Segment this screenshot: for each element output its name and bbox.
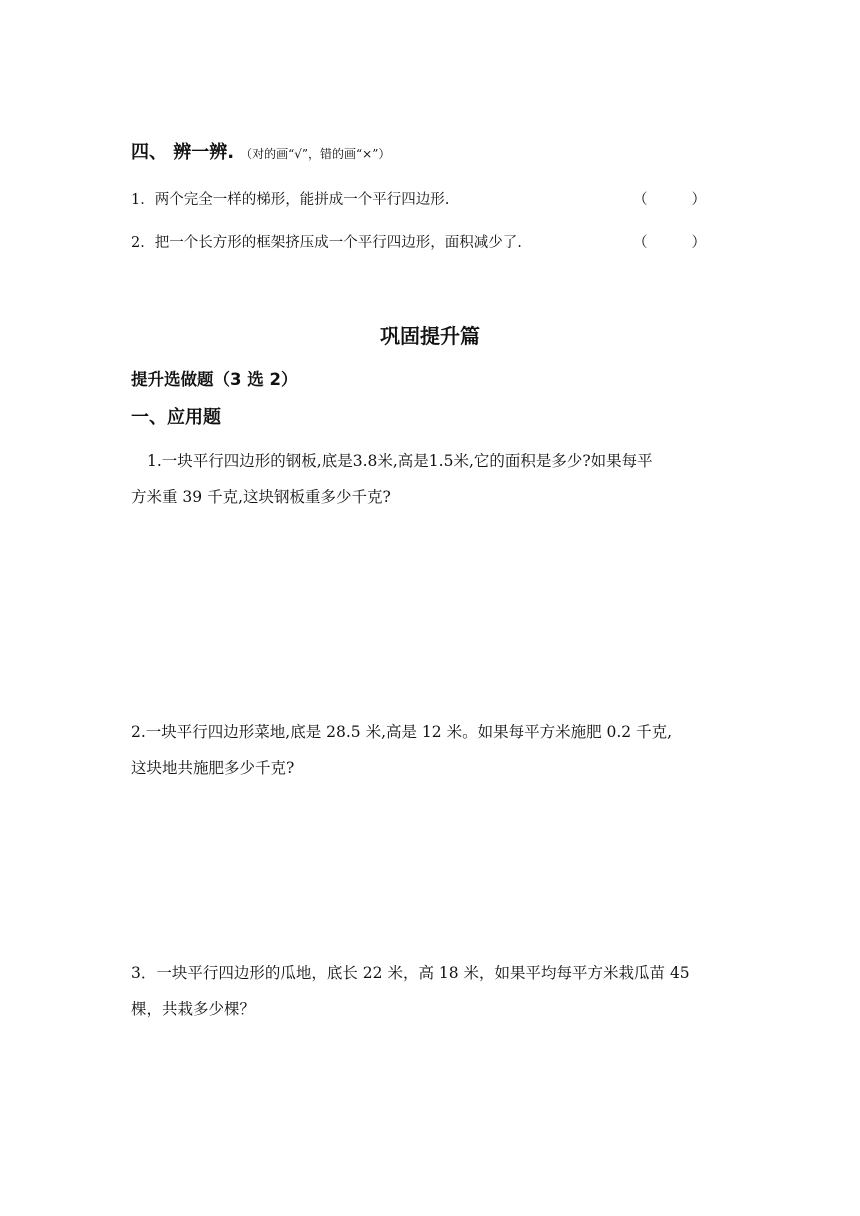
answer-bracket-close: ） (691, 192, 706, 208)
true-false-item-1: 1．两个完全一样的梯形，能拼成一个平行四边形. (131, 192, 450, 208)
application-section-heading: 一、应用题 (131, 407, 221, 428)
answer-bracket-open: （ (633, 192, 648, 208)
optional-questions-heading: 提升选做题（3 选 2） (131, 370, 298, 389)
problem-1-line-2: 方米重 39 千克,这块钢板重多少千克? (131, 488, 391, 506)
problem-1 (131, 443, 741, 515)
problem-2-line-2: 这块地共施肥多少千克? (131, 759, 295, 777)
problem-2-line-1: 2.一块平行四边形菜地,底是 28.5 米,高是 12 米。如果每平方米施肥 0.2 千克, (131, 723, 673, 741)
answer-bracket-open: （ (633, 235, 648, 251)
problem-3-line-1: 3．一块平行四边形的瓜地，底长 22 米，高 18 米，如果平均每平方米栽瓜苗 45 (131, 964, 690, 982)
answer-bracket-1[interactable] (633, 190, 706, 210)
problem-2 (131, 714, 741, 786)
problem-3-line-2: 棵，共栽多少棵？ (131, 1000, 256, 1018)
section-four-title: 四、 辨一辨. (131, 142, 235, 163)
page-title: 巩固提升篇 (380, 324, 480, 348)
problem-3 (131, 955, 741, 1027)
answer-bracket-close: ） (691, 235, 706, 251)
section-four-instruction: （对的画“√”，错的画“×”） (240, 147, 391, 161)
section-four-heading (131, 141, 390, 166)
answer-bracket-2[interactable] (633, 233, 706, 253)
true-false-item-2: 2．把一个长方形的框架挤压成一个平行四边形，面积减少了. (131, 235, 522, 251)
problem-1-line-1: 1.一块平行四边形的钢板,底是3.8米,高是1.5米,它的面积是多少?如果每平 (147, 452, 653, 470)
